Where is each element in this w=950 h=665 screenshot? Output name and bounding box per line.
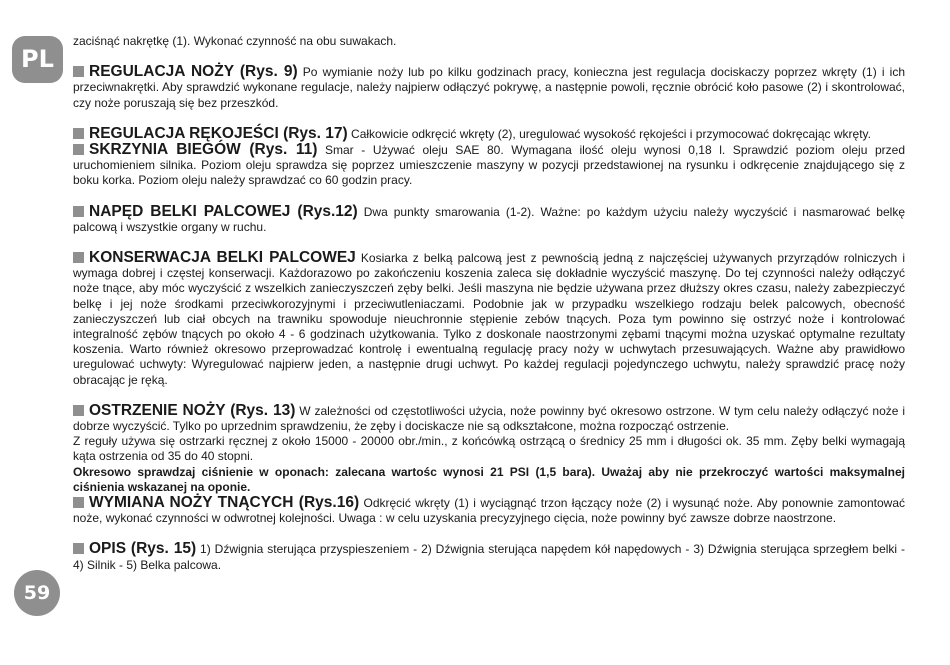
section-body: Dwa punkty smarowania (1-2). Ważne: po każdym użyciu należy wyczyścić i nasmarować belkę palcową i wszystkie organy w ruchu.: [73, 204, 905, 234]
section-body: Po wymianie noży lub po kilku godzinach pracy, konieczna jest regulacja dociskaczy poprzez wkręty (1) i ich przeciwnakrętki. Aby sprawdzić wykonane regulacje, należy najpierw odłączyć pokrywę, a następnie powoli, ręcznie obrócić koło pasowe (2) i skontrolować, czy noże poruszają się bez przeszkód.: [73, 65, 905, 110]
section-body: Kosiarka z belką palcową jest z pewnością jedną z najczęściej używanych przyrządów rolniczych i wymaga dobrej i częstej konserwacji. Każdorazowo po zakończeniu koszenia zaleca się dokładnie wyczyścić maszynę. Do tej czynności należy odłączyć noże tnące, aby móc wyczyścić z wszelkich zanieczyszczeń zęby belki. Jeśli maszyna nie będzie używana przez dłuższy okres czasu, należy zabezpieczyć belkę i jej noże środkami przeciwkorozyjnymi i przeciwutleniaczami. Podobnie jak w przypadku wszelkiego rodzaju belek palcowych, obecność zanieczyszczeń lub ciał obcych na trawniku spowoduje nieuchronnie stępienie zebów tnących. Poza tym powinno się ostrzyć noże i kontrolować integralność zębów tnących po około 4 - 6 godzinach użytkowania. Tylko z doskonale naostrzonymi zębami tnącymi można uzyskać optymalne rezultaty koszenia. Warto również okresowo przeprowadzać kontrolę i ewentualną regulację pracy noży w uchwytach przesuwających. Ważne aby prawidłowo uregulować uchwyty: Wyregulować najpierw jeden, a następnie drugi uchwyt. Po każdej regulacji pojedynczego uchwytu, należy sprawdzić pracę noży obracając je ręką.: [73, 251, 905, 387]
square-bullet-icon: [73, 405, 84, 416]
section-body: Odkręcić wkręty (1) i wyciągnąć trzon łączący noże (2) i wysunąć noże. Aby ponownie zamontować noże, wykonać czynności w odwrotnej kolejności. Uwaga : w celu uzyskania precyzyjnego cięcia, noże powinny być zawsze dobrze naostrzone.: [73, 496, 905, 526]
section-heading: SKRZYNIA BIEGÓW (Rys. 11): [89, 141, 318, 159]
section-body: Całkowicie odkręcić wkręty (2), uregulować wysokość rękojeści i przymocować dokręcając wkręty.: [347, 126, 871, 141]
section-knife-replacement: [73, 495, 905, 526]
intro-paragraph: zaciśnąć nakrętkę (1). Wykonać czynność na obu suwakach.: [73, 34, 397, 48]
section-heading: OPIS (Rys. 15): [89, 540, 197, 558]
square-bullet-icon: [73, 144, 84, 155]
square-bullet-icon: [73, 128, 84, 139]
section-gearbox: [73, 142, 905, 189]
square-bullet-icon: [73, 543, 84, 554]
section-body: 1) Dźwignia sterująca przyspieszeniem - 2) Dźwignia sterująca napędem kół napędowych - 3) Dźwignia sterująca sprzegłem belki - 4) Silnik - 5) Belka palcowa.: [73, 542, 905, 572]
section-knife-adjustment: [73, 64, 905, 111]
square-bullet-icon: [73, 206, 84, 217]
section-handle-adjustment: [73, 126, 905, 142]
section-knife-sharpening: [73, 403, 905, 434]
tyre-pressure-note: Okresowo sprawdzaj ciśnienie w oponach: zalecana wartośc wynosi 21 PSI (1,5 bara). Uważaj aby nie przekroczyć wartości maksymalnej ciśnienia wskazanej na oponie.: [73, 464, 905, 494]
square-bullet-icon: [73, 497, 84, 508]
section-heading: REGULACJA RĘKOJEŚCI (Rys. 17): [89, 124, 348, 142]
section-heading: NAPĘD BELKI PALCOWEJ (Rys.12): [89, 202, 358, 220]
square-bullet-icon: [73, 66, 84, 77]
section-finger-bar-drive: [73, 204, 905, 235]
section-finger-bar-maintenance: [73, 250, 905, 388]
section-heading: WYMIANA NOŻY TNĄCYCH (Rys.16): [89, 494, 360, 512]
page-number: 59: [14, 570, 60, 616]
section-heading: KONSERWACJA BELKI PALCOWEJ: [89, 249, 356, 267]
section-body: Smar - Używać oleju SAE 80. Wymagana ilość oleju wynosi 0,18 l. Sprawdzić poziom oleju przed uruchomieniem silnika. Poziom oleju sprawdza się poprzez umieszczenie maszyny w pozycji przedstawionej na rysunku i odkręcenie znajdującego się z boku korka. Poziom oleju należy sprawdzać co 60 godzin pracy.: [73, 143, 905, 188]
sharpening-details: Z reguły używa się ostrzarki ręcznej z około 15000 - 20000 obr./min., z końcówką ostrzącą o średnicy 25 mm i długości ok. 35 mm. Zęby belki wymagają kąta ostrzenia od 35 do 40 stopni.: [73, 434, 905, 464]
section-heading: OSTRZENIE NOŻY (Rys. 13): [89, 401, 296, 419]
square-bullet-icon: [73, 252, 84, 263]
section-body: W zależności od częstotliwości użycia, noże powinny być okresowo ostrzone. W tym celu należy odłączyć noże i dobrze wyczyścić. Tylko po uprzednim sprawdzeniu, że zęby i dociskacze nie są odkształcone, można rozpocząć ostrzenie.: [73, 403, 905, 434]
language-badge: PL: [12, 36, 63, 83]
section-heading: REGULACJA NOŻY (Rys. 9): [89, 63, 298, 81]
section-description: [73, 541, 905, 572]
manual-text: [73, 34, 905, 573]
